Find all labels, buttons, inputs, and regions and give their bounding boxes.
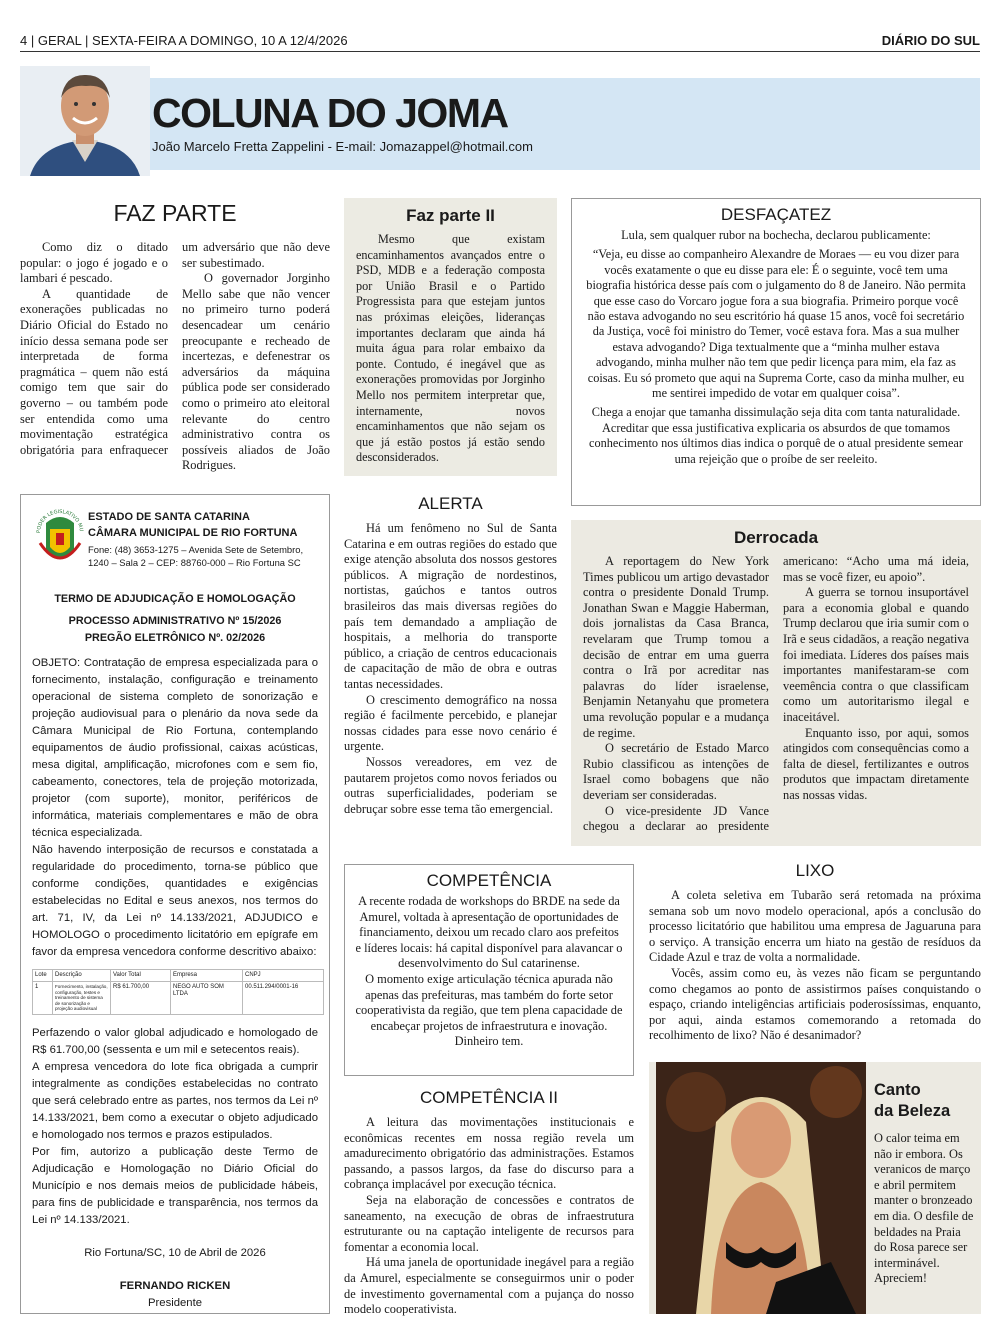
svg-text:PODER LEGISLATIVO MUNICIPAL: PODER LEGISLATIVO MU (35, 509, 84, 534)
paragraph: O momento exige articulação técnica apurada não apenas das prefeituras, mas também do forte setor cooperativista da região, que tem plena capacidade de encabeçar projetos de infraestrutura e inovação. Dinheiro tem. (355, 971, 623, 1049)
competencia-body (355, 894, 623, 1050)
paragraph: Vocês, assim como eu, às vezes não ficam se perguntando como chegamos ao ponto de assistirmos países conquistando o espaço, criando inteligências artificiais poderosíssimas, enquanto, por aqui, ainda estamos comemorando a retomada do recolhimento de lixo? Não é desanimador? (649, 965, 981, 1043)
alerta-body (344, 521, 557, 817)
legal-process: PROCESSO ADMINISTRATIVO Nº 15/2026 (68, 615, 282, 627)
alerta-title: ALERTA (418, 494, 483, 513)
page-info: 4 | GERAL | SEXTA-FEIRA A DOMINGO, 10 A 12/4/2026 (20, 33, 348, 48)
lixo-body (649, 888, 981, 1044)
faz-parte-2-box (344, 198, 557, 476)
legal-objeto: OBJETO: Contratação de empresa especializada para o fornecimento, instalação, configuração e treinamento operacional de sistema completo de sonorização e projeção audiovisual para o plenário da nova sede da Câmara Municipal de Rio Fortuna, contemplando equipamentos de áudio profissional, caixas acústicas, mesa digital, amplificação, microfones com e sem fio, cabeamento, conectores, tela de projeção motorizada, projetor (com suporte), monitor, periféricos de informática, materiais complementares e mão de obra técnica especializada. (32, 657, 318, 839)
page-header (20, 30, 980, 52)
paragraph: O secretário de Estado Marco Rubio classificou as intenções de Israel como bobagens que não deveriam ser consideradas. (583, 741, 769, 802)
column-byline: João Marcelo Fretta Zappelini - E-mail: Jomazappel@hotmail.com (152, 139, 533, 154)
table-header-row (33, 970, 324, 982)
table-row (33, 982, 324, 1015)
paragraph: O vice-presidente JD Vance chegou a declarar ao presidente americano: “Acho uma má ideia, mas se você fizer, eu apoio”. (583, 554, 969, 834)
beauty-photo (656, 1062, 866, 1314)
paragraph: “Veja, eu disse ao companheiro Alexandre de Moraes — eu vou dizer para vocês exatamente o que eu disse para ele: É o seguinte, você tem uma biografia histórica desse país com o julgamento do 8 de Janeiro. Não permita que esse caso do Vorcaro jogue fora a sua biografia. Primeiro porque você não estava advogando no seu escritório há quase 15 anos, você foi secretário da Justiça, você foi ministro do Temer, você estava fora. Mas a sua mulher estava advogando? Diga textualmente que a “minha mulher estava advogando, minha mulher não tem que pedir licença para mim, ela faz as coisas. Eu só prometo que aqui na Suprema Corte, caso da minha mulher, eu me sentirei impedido de votar em qualquer coisa”. (586, 247, 966, 401)
legal-auction: PREGÃO ELETRÔNICO Nº. 02/2026 (84, 632, 266, 644)
paragraph: Seja na elaboração de concessões e contratos de saneamento, na execução de obras de infraestrutura estruturante ou na captação inteligente de recursos para fomentar a economia local. (344, 1192, 634, 1254)
table-cell: 1 (33, 982, 53, 1015)
canto-text (874, 1080, 974, 1287)
competencia-2-title: COMPETÊNCIA II (420, 1088, 558, 1107)
paragraph: A coleta seletiva em Tubarão será retomada na próxima semana sob um novo modelo operacional, após a conclusão do processo licitatório que habilitou uma empresa de Jaguaruna para o serviço. A transição encerra um hiato na gestão de resíduos da Cidade Azul e traz de volta a normalidade. (649, 888, 981, 965)
paragraph: Lula, sem qualquer rubor na bochecha, declarou publicamente: (621, 228, 931, 242)
table-cell: Fornecimento, instalação, configuração, testes e treinamento de sistema de sonorização e projeção audiovisual (53, 982, 111, 1015)
legal-date: Rio Fortuna/SC, 10 de Abril de 2026 (84, 1246, 266, 1259)
legal-signer: FERNANDO RICKEN (119, 1279, 231, 1292)
legal-p4: Por fim, autorizo a publicação deste Termo de Adjudicação e Homologação no Diário Oficial do Município e nos demais meios de publicidade hábeis, para fins de publicidade e transparência, nos termos da Lei nº 14.133/2021. (32, 1145, 318, 1226)
legal-term: TERMO DE ADJUDICAÇÃO E HOMOLOGAÇÃO (54, 593, 296, 605)
seal-icon (34, 509, 86, 571)
faz-parte-body (20, 240, 330, 480)
competencia-box (344, 864, 634, 1076)
paragraph: A recente rodada de workshops do BRDE na sede da Amurel, voltada à apresentação de oportunidades de financiamento, deixou um recado claro aos prefeitos e líderes locais: há capital disponível para alavancar o desenvolvimento do Sul catarinense. (355, 894, 623, 971)
desfacatez-body (584, 228, 968, 467)
paragraph: Mesmo que existam encaminhamentos avançados entre o PSD, MDB e a federação composta por União Brasil e o Partido Progressista para que estejam juntos nas próximas eleições, lideranças importantes declaram que ainda há muita água para rolar embaixo da ponte. Contudo, é inegável que as exonerações promovidas por Jorginho Mello nos permitem interpretar que, internamente, novos encaminhamentos que não sejam os que já estão postos já estão sendo desconsiderados. (356, 232, 545, 465)
derrocada-box (571, 520, 981, 846)
paragraph: A reportagem do New York Times publicou um artigo devastador contra o presidente Donald Trump. Jonathan Swan e Maggie Haberman, dois jornalistas da Casa Branca, revelaram que Trump tomou a decisão de entrar em uma guerra contra o Irã por acreditar nas palavras do líder israelense, Benjamin Netanyahu que prometera uma revolução popular e a mudança de regime. (583, 554, 769, 740)
legal-p1: Não havendo interposição de recursos e constatada a regularidade do procedimento, torna-se público que conforme condições, quantidades e exigências estabelecidas no Edital e seus anexos, nos termos do art. 71, IV, da Lei nº 14.133/2021, ADJUDICO e HOMOLOGO o procedimento licitatório em epígrafe em favor da empresa vencedora conforme descritivo abaixo: (32, 844, 318, 958)
table-header: CNPJ (243, 970, 324, 982)
competencia-title: COMPETÊNCIA (426, 871, 552, 890)
paragraph: O crescimento demográfico na nossa região é facilmente percebido, e planejar nossas cidades para esse novo cenário é urgente. (344, 692, 557, 754)
table-cell: 00.511.294/0001-16 (243, 982, 324, 1015)
legal-notice (20, 494, 330, 1314)
competencia-2-body (344, 1115, 634, 1318)
legal-chamber: CÂMARA MUNICIPAL DE RIO FORTUNA (88, 527, 298, 539)
paragraph: A leitura das movimentações institucionais e econômicas recentes em nossa região revela um amadurecimento obrigatório das administrações. Estamos passando, a passos largos, da fase do discurso para a cobrança implacável por execução técnica. (344, 1115, 634, 1192)
legal-p2: Perfazendo o valor global adjudicado e homologado de R$ 61.700,00 (sessenta e um mil e setecentos reais). (32, 1026, 318, 1056)
canto-title-2: da Beleza (874, 1102, 951, 1120)
paragraph: Nossos vereadores, em vez de pautarem projetos como novos feriados ou outras superficialidades, poderiam se debruçar sobre esse tema tão emergencial. (344, 754, 557, 816)
paper-name: DIÁRIO DO SUL (881, 33, 980, 48)
desfacatez-box (571, 198, 981, 506)
paragraph: Há uma janela de oportunidade inegável para a região da Amurel, especialmente se conseguirmos unir o poder de investimento governamental com a pujança do nosso modelo cooperativista. (344, 1255, 634, 1317)
canto-body: O calor teima em não ir embora. Os veranicos de março e abril permitem manter o bronzeado em dia. O desfile de beldades na Praia do Rosa parece ser interminável. Apreciem! (874, 1131, 974, 1286)
table-header: Lote (33, 970, 53, 982)
legal-contact: Fone: (48) 3653-1275 – Avenida Sete de Setembro, 1240 – Sala 2 – CEP: 88760-000 – Rio Fortuna SC (88, 544, 304, 568)
canto-title-1: Canto (874, 1081, 921, 1099)
table-header: Empresa (171, 970, 243, 982)
paragraph: Há um fenômeno no Sul de Santa Catarina e em outras regiões do estado que exige atenção absoluta dos nossos gestores públicos. A migração de nordestinos, nortistas, gaúchos e tantos outros brasileiros das mais diversas regiões do país tem demandado a ampliação de hospitais, a melhoria do transporte público, a criação de centros educacionais de capacitação de mão de obra e outras tantas necessidades. (344, 521, 557, 691)
legal-p3: A empresa vencedora do lote fica obrigada a cumprir integralmente as condições estabelecidas no contrato que será celebrado entre as partes, nos termos da Lei nº 14.133/2021, bem como a executar o objeto adjudicado e homologado nos termos e prazos estipulados. (32, 1060, 318, 1141)
derrocada-body (583, 554, 969, 836)
paragraph: A guerra se tornou insuportável para a economia global e quando Trump declarou que iria sumir com o Irã e seus cidadãos, a reação negativa foi imediata. Líderes dos países mais importantes manifestaram-se com veemência contra o que classificam como um autoritarismo ilegal e inaceitável. (783, 585, 969, 724)
paragraph: Chega a enojar que tamanha dissimulação seja dita com tanta naturalidade. Acreditar que essa justificativa explicaria os absurdos de que tomamos conhecimento nos últimos dias indica o porquê de o atual presidente semear uma rejeição que o proíbe de ser reeleito. (589, 405, 963, 466)
paragraph: Enquanto isso, por aqui, somos atingidos com consequências como a falta de diesel, fertilizantes e outros produtos que impactam diretamente nas nossas vidas. (783, 725, 969, 802)
derrocada-title: Derrocada (733, 528, 819, 547)
paragraph: O governador Jorginho Mello sabe que não vencer no primeiro turno poderá desencadear um cenário preocupante e recheado de incertezas, e defenestrar os adversários da máquina pública pode ser considerado como o primeiro ato eleitoral relevante do centro administrativo contra os possíveis aliados de João Rodrigues. (182, 271, 330, 473)
table-cell: NEGO AUTO SOM LTDA (171, 982, 243, 1015)
paragraph: Como diz o ditado popular: o jogo é jogado e o lambari é pescado. (20, 240, 168, 286)
faz-parte-2-body (356, 232, 545, 466)
faz-parte-title: FAZ PARTE (113, 200, 237, 226)
column-title: COLUNA DO JOMA (152, 90, 508, 136)
paragraph: A quantidade de exonerações publicadas no Diário Oficial do Estado no início dessa semana pode ser interpretada de forma pragmática – quem não está comigo tem que sair do governo – ou também pode ser entendida como uma movimentação estratégica obrigatória para enfraquecer um adversário que não deve ser subestimado. (20, 240, 330, 457)
legal-header (32, 505, 318, 585)
desfacatez-title: DESFAÇATEZ (720, 205, 832, 224)
table-header: Valor Total (111, 970, 171, 982)
legal-table (32, 969, 324, 1015)
legal-state: ESTADO DE SANTA CATARINA (88, 511, 250, 523)
legal-role: Presidente (147, 1296, 202, 1309)
faz-parte-2-title: Faz parte II (406, 206, 495, 225)
lixo-title: LIXO (795, 861, 835, 880)
table-header: Descrição (53, 970, 111, 982)
table-cell: R$ 61.700,00 (111, 982, 171, 1015)
columnist-photo (20, 66, 150, 176)
